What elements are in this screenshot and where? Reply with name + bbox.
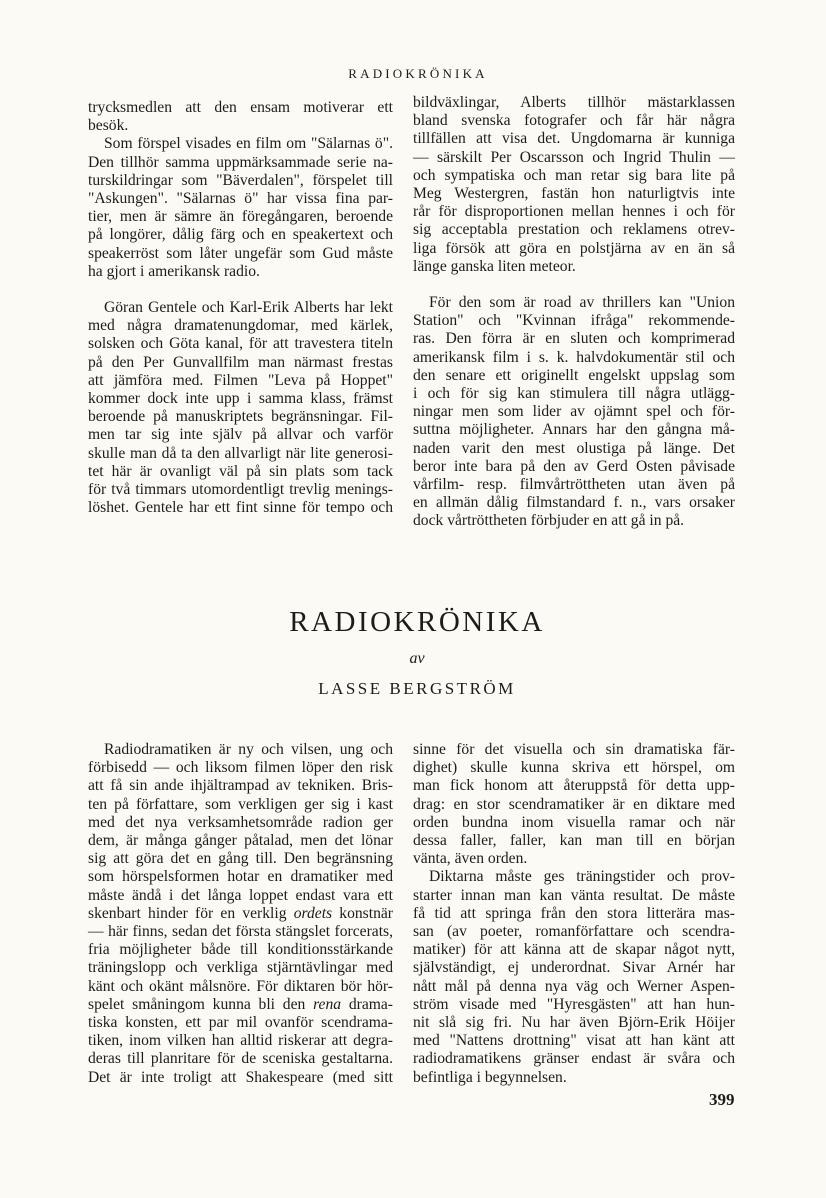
text-line: att få sin ande ihjältrampad av tekniken. Bris- — [88, 777, 393, 795]
paragraph — [413, 294, 735, 531]
article-title: RADIOKRÖNIKA — [289, 606, 545, 638]
paragraph — [88, 135, 393, 281]
text-line: rår för disproportionen mellan hennes i och för — [413, 203, 735, 221]
text-line: löshet. Gentele har ett fint sinne för tempo och — [88, 499, 393, 517]
text-line: känt och okänt målsnöre. För diktaren bör hör- — [88, 977, 393, 995]
running-head: RADIOKRÖNIKA — [348, 66, 488, 81]
paragraph — [413, 741, 735, 868]
text-line: dessa faller, faller, kan man till en början — [413, 832, 735, 850]
text-line: beror inte bara på den av Gerd Osten påvisade — [413, 457, 735, 475]
byline-av: av — [409, 650, 425, 667]
text-line: vårfilm- resp. filmvårtröttheten utan även på — [413, 476, 735, 494]
text-line: tier, men är sämre än föregångaren, beroende — [88, 208, 393, 226]
text-line: måste ändå i det långa loppet endast vara ett — [88, 886, 393, 904]
text-line: men tar sig inte själv på allvar och varför — [88, 426, 393, 444]
text-line: spelet småningom kunna bli den rena drama- — [88, 995, 393, 1013]
text-line: ten på författare, som verkligen ger sig i kast — [88, 795, 393, 813]
text-line: dighet) skulle kunna skriva ett hörspel, om — [413, 759, 735, 777]
text-line: förbisedd — och liksom filmen löper den risk — [88, 759, 393, 777]
text-line: en allmän dålig filmstandard f. n., vars orsaker — [413, 494, 735, 512]
text-line: suttna möjligheter. Annars har den gångna må- — [413, 421, 735, 439]
paragraph — [413, 868, 735, 1086]
text-line: skulle man då ta den allvarligt när lite generosi- — [88, 444, 393, 462]
text-line: träningslopp och verkliga stjärntävlingar med — [88, 959, 393, 977]
text-line: bland svenska fotografer och får här några — [413, 112, 735, 130]
column-bottom-left — [88, 741, 393, 1087]
text-line: självständigt, ej underordnat. Sivar Arnér har — [413, 959, 735, 977]
text-line: ras. Den förra är en sluten och komprimerad — [413, 330, 735, 348]
text-line: För den som är road av thrillers kan "Union — [429, 294, 735, 312]
text-line: Den tillhör samma uppmärksammade serie na- — [88, 153, 393, 171]
text-line: drag: en stor scendramatiker är en diktare med — [413, 795, 735, 813]
text-line: radiodramatikens gränser endast är svåra och — [413, 1050, 735, 1068]
text-line: ha gjort i amerikansk radio. — [88, 262, 260, 280]
text-line: amerikansk film i s. k. halvdokumentär stil och — [413, 348, 735, 366]
text-line: tiken, inom vilken han alltid riskerar att degra- — [88, 1032, 393, 1050]
text-line: med "Nattens drottning" visat att han känt att — [413, 1032, 735, 1050]
text-line: befintliga i begynnelsen. — [413, 1068, 567, 1086]
text-line: sig acceptabla prestation och reklamens otrev- — [413, 221, 735, 239]
column-bottom-right — [413, 741, 735, 1087]
column-top-left — [88, 99, 393, 517]
text-line: som hörspelsformen hotar en dramatiker med — [88, 868, 393, 886]
text-line: orden bundna inom visuella ramar och när — [413, 813, 735, 831]
text-line: i och för sig kan stimulera till några utlägg- — [413, 385, 735, 403]
text-line: dock vårtröttheten förbjuder en att gå in på. — [413, 512, 685, 530]
paragraph — [88, 741, 393, 1087]
article-author: LASSE BERGSTRÖM — [318, 679, 516, 698]
page-number: 399 — [709, 1090, 735, 1109]
text-line: man fick honom att återuppstå för detta upp- — [413, 777, 735, 795]
text-line: få tid att springa från den stora litterära mas- — [413, 904, 735, 922]
paragraph — [88, 299, 393, 517]
text-line: trycksmedlen att den ensam motiverar ett — [88, 99, 393, 116]
column-top-right — [413, 94, 735, 531]
text-line: besök. — [88, 117, 129, 135]
text-line: vänta, även orden. — [413, 850, 528, 868]
text-line: beroende på manuskriptets begränsningar. Fil- — [88, 408, 393, 426]
text-line: matiker) för att känna att de skapar något nytt, — [413, 941, 735, 959]
text-line: ström visade med "Hyresgästen" att han hun- — [413, 995, 735, 1013]
paragraph — [88, 99, 393, 135]
text-line: turskildringar som "Bäverdalen", förspelet till — [88, 171, 393, 189]
text-line: sinne för det visuella och sin dramatiska fär- — [413, 741, 735, 758]
text-line: länge ganska liten meteor. — [413, 257, 576, 275]
text-line: på longörer, dålig färg och en speakertext och — [88, 226, 393, 244]
text-line: — här finns, sedan det första stängslet forcerats, — [88, 923, 393, 941]
text-line: och sympatiska och man retar sig bara lite på — [413, 166, 735, 184]
text-line: nit slå sig fri. Nu har även Björn-Erik Höijer — [413, 1014, 735, 1032]
text-line: solsken och Göta kanal, för att travestera titeln — [88, 335, 393, 353]
text-line: tiska konsten, ett par mil ovanför scendrama- — [88, 1014, 393, 1032]
text-line: — särskilt Per Oscarsson och Ingrid Thulin — — [413, 148, 735, 166]
paragraph — [413, 94, 735, 276]
text-line: fria möjligheter både till konditionsstärkande — [88, 941, 393, 959]
text-line: tet här är ovanligt väl på sin plats som tack — [88, 462, 393, 480]
text-line: den senare ett originellt engelskt uppslag som — [413, 366, 735, 384]
text-line: speakerröst som låter ungefär som Gud måste — [88, 244, 393, 262]
text-line: starter innan man kan vänta resultat. De måste — [413, 886, 735, 904]
text-line: dem, är många gånger påtalad, men det lönar — [88, 832, 393, 850]
text-line: san (av poeter, romanförfattare och scendra- — [413, 923, 735, 941]
text-line: med det nya verksamhetsområde radion ger — [88, 813, 393, 831]
text-line: tillfällen att visa det. Ungdomarna är kunniga — [413, 130, 735, 148]
text-line: bildväxlingar, Alberts tillhör mästarklassen — [413, 94, 735, 111]
text-line: deras till planritare för de sceniska gestaltarna. — [88, 1050, 393, 1068]
text-line: "Askungen". "Sälarnas ö" har vissa fina par- — [88, 190, 393, 208]
text-line: Göran Gentele och Karl-Erik Alberts har lekt — [104, 299, 393, 317]
text-line: kommer dock inte upp i samma klass, främst — [88, 390, 393, 408]
text-line: att jämföra med. Filmen "Leva på Hoppet" — [88, 371, 393, 389]
text-line: liga försök att göra en polstjärna av en än så — [413, 239, 735, 257]
text-line: på den Per Gunvallfilm man närmast frestas — [88, 353, 393, 371]
text-line: Radiodramatiken är ny och vilsen, ung och — [104, 741, 393, 758]
text-line: nått mål på denna nya väg och Werner Aspen- — [413, 977, 735, 995]
text-line: Station" och "Kvinnan ifråga" rekommende- — [413, 312, 735, 330]
text-line: med några dramatenungdomar, med kärlek, — [88, 317, 393, 335]
text-line: skenbart hinder för en verklig ordets konstnär — [88, 904, 393, 922]
text-line: sig att göra det en gång till. Den begränsning — [88, 850, 393, 868]
text-line: Det är inte troligt att Shakespeare (med sitt — [88, 1068, 393, 1086]
text-line: naden varit den mest olustiga på länge. Det — [413, 439, 735, 457]
text-line: Som förspel visades en film om "Sälarnas ö". — [104, 135, 393, 153]
text-line: för två timmars utomordentligt trevlig menings- — [88, 481, 393, 499]
text-line: ningar men som lider av ojämnt spel och för- — [413, 403, 735, 421]
text-line: Meg Westergren, fastän hon naturligtvis inte — [413, 185, 735, 203]
text-line: Diktarna måste ges träningstider och prov- — [429, 868, 735, 886]
